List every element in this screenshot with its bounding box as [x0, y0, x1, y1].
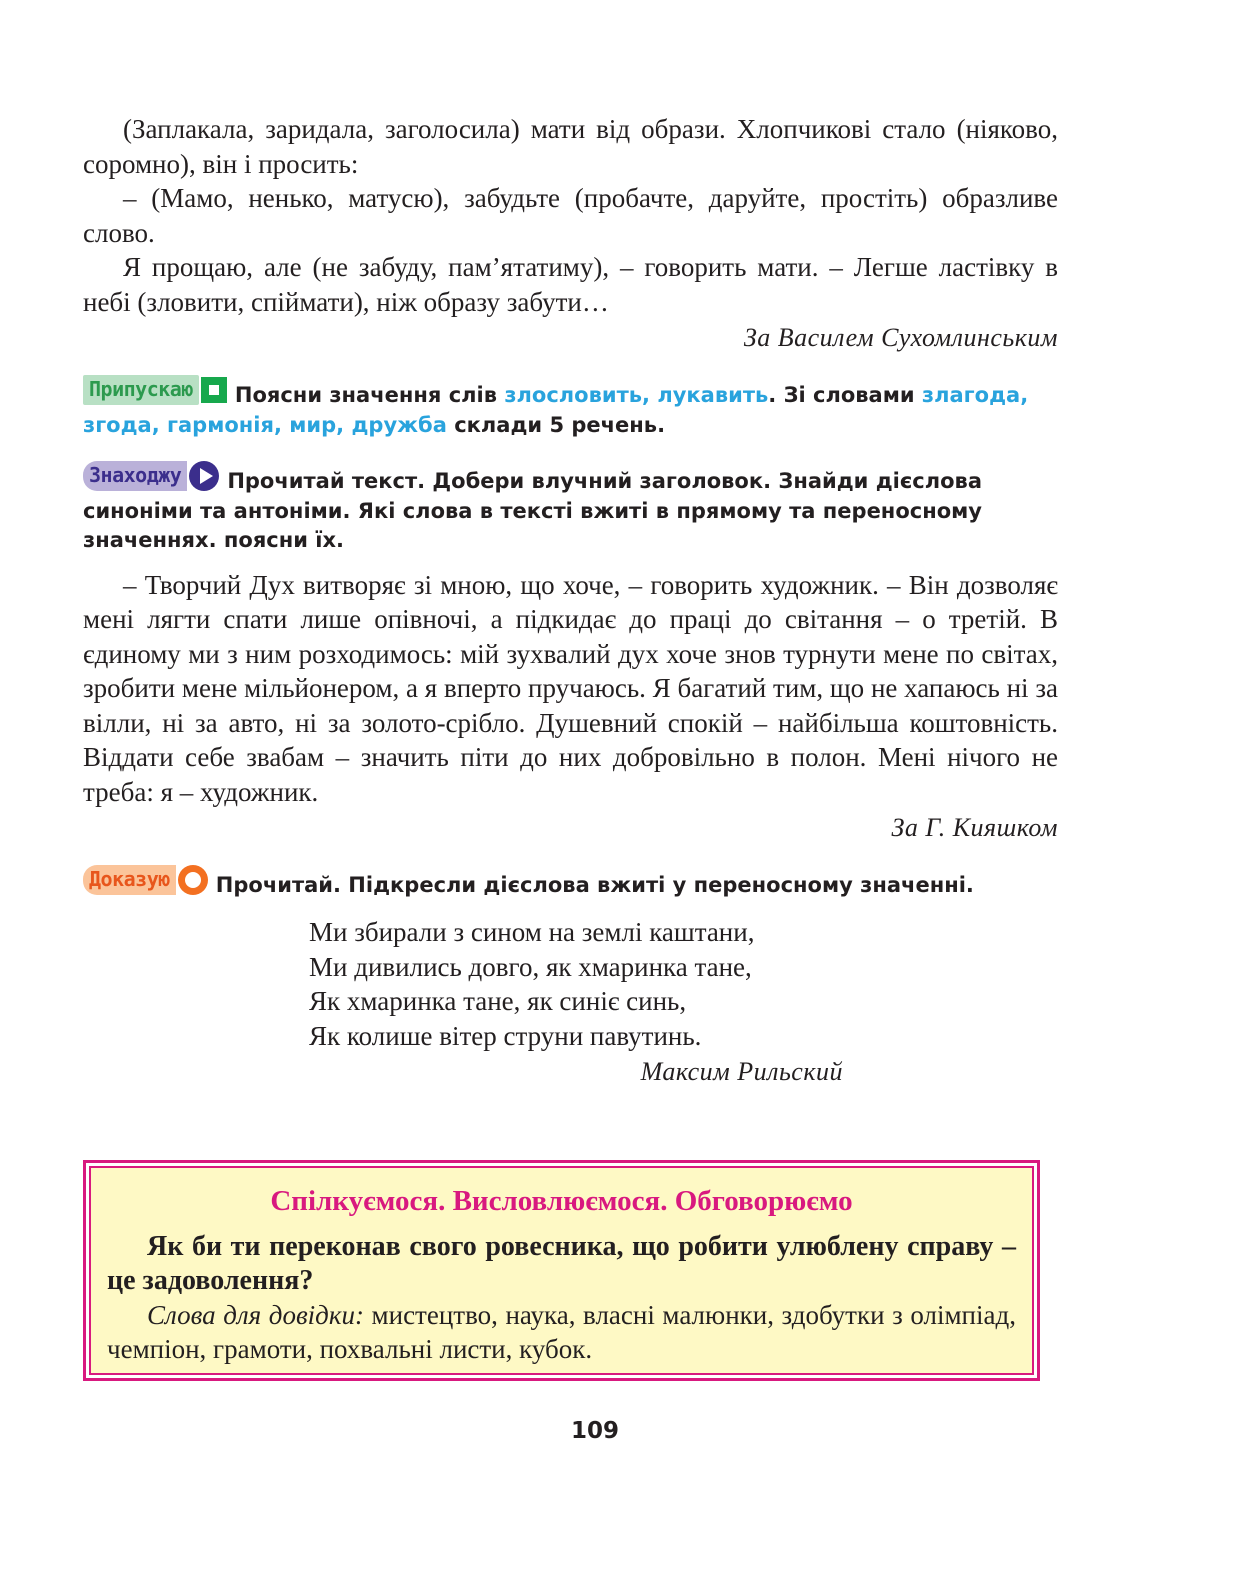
task-find-instruction: Прочитай текст. Добери влучний заголовок. Знайди дієслова синоніми та антоніми. Які слова в тексті вжиті в прямому та переносному значеннях. поясни їх. — [83, 468, 983, 552]
poem-line: Ми дивились довго, як хмаринка тане, — [309, 951, 752, 982]
task-assume-part-2: . Зі словами — [768, 383, 922, 407]
poem-line: Як хмаринка тане, як синіє синь, — [309, 986, 687, 1016]
story-paragraph-3: Я прощаю, але (не забуду, пам’ятатиму), – говорить мати. – Легше ластівку в небі (зловити, спіймати), ніж образу забути… — [83, 252, 1058, 317]
story-paragraph-1: (Заплакала, заридала, заголосила) мати від образи. Хлопчикові стало (ніяково, соромно), він і просить: — [83, 114, 1058, 179]
badge-assume — [83, 375, 227, 405]
discussion-box-inner — [89, 1166, 1034, 1375]
task-assume-text — [83, 377, 1058, 441]
badge-assume-label: Припускаю — [83, 375, 199, 405]
task-prove-instruction: Прочитай. Підкресли дієслова вжиті у переносному значенні. — [215, 873, 974, 897]
square-icon — [201, 377, 227, 403]
discussion-title: Спілкуємося. Висловлюємося. Обговорюємо — [270, 1185, 853, 1217]
circle-icon — [178, 865, 208, 895]
poem — [309, 915, 1058, 1053]
task-assume — [83, 377, 1058, 441]
page-content — [83, 112, 1058, 1087]
reference-words — [107, 1298, 1016, 1366]
task-prove — [83, 867, 1058, 901]
task-prove-text — [83, 867, 1058, 901]
badge-find — [83, 461, 219, 491]
task-find-text — [83, 462, 1058, 556]
play-icon — [189, 461, 219, 491]
badge-find-label: Знаходжу — [83, 461, 187, 491]
task-assume-keywords-2: злагода, згода, гармонія, мир, дружба — [83, 383, 1029, 437]
artist-text: – Творчий Дух витворяє зі мною, що хоче, – говорить художник. – Він дозволяє мені лягти спати лише опівночі, а підкидає до праці до світання – о третій. В єдиному ми з ним розходимось: мій зухвалий дух хоче знов турнути мене по світах, зробити мене мільйонером, а я вперто пручаюсь. Я багатий тим, що не хапаюсь ні за вілли, ні за авто, ні за золото-срібло. Душевний спокій – найбільша коштовність. Віддати себе звабам – значить піти до них добровільно в полон. Мені нічого не треба: я – художник. — [83, 569, 1058, 807]
badge-prove — [83, 865, 208, 895]
page-number: 109 — [570, 1418, 619, 1444]
story-source: За Василем Сухомлинським — [743, 323, 1058, 352]
discussion-box — [83, 1160, 1040, 1381]
discussion-question: Як би ти переконав свого ровесника, що робити улюблену справу – це задоволення? — [107, 1231, 1016, 1296]
task-find — [83, 462, 1058, 556]
poem-line: Як колише вітер струни павутинь. — [309, 1020, 702, 1051]
artist-text-source: За Г. Кияшком — [891, 813, 1058, 842]
poem-line: Ми збирали з сином на землі каштани, — [309, 917, 755, 947]
badge-prove-label: Доказую — [83, 865, 176, 895]
task-assume-keywords-1: злословить, лукавить — [504, 383, 769, 407]
poem-author: Максим Рильский — [640, 1057, 843, 1086]
story-paragraph-2: – (Мамо, ненько, матусю), забудьте (пробачте, даруйте, простіть) образливе слово. — [83, 183, 1058, 248]
reference-words-lead: Слова для довідки: — [147, 1300, 364, 1330]
task-assume-part-1: Поясни значення слів — [234, 383, 505, 407]
task-assume-part-3: склади 5 речень. — [446, 413, 666, 437]
reference-words-list: мистецтво, наука, власні малюнки, здобутки з олімпіад, чемпіон, грамоти, похвальні листи, кубок. — [107, 1300, 1016, 1364]
